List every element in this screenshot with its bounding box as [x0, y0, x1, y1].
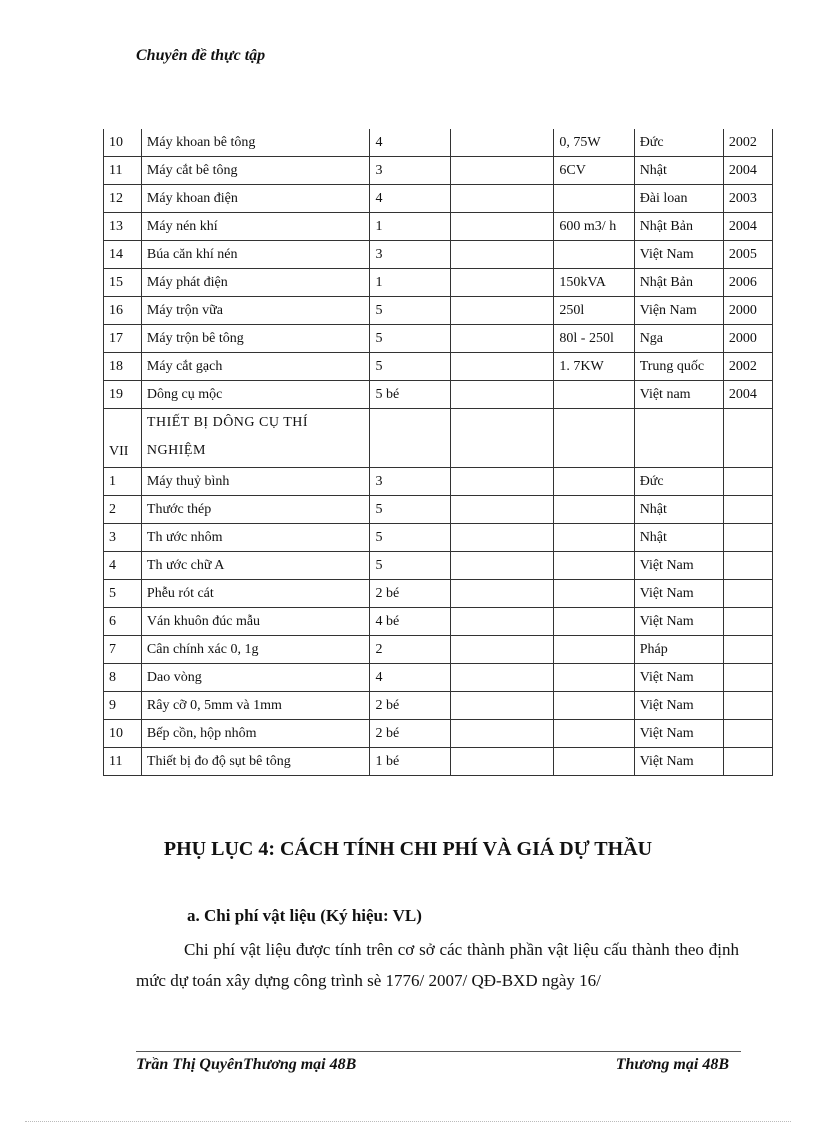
- table-row: [104, 381, 773, 409]
- cell-power: [554, 185, 634, 213]
- cell-name: Th ước chữ A: [141, 552, 370, 580]
- table-row: [104, 185, 773, 213]
- cell-empty: [450, 608, 554, 636]
- cell-no: 11: [104, 748, 142, 776]
- cell-name: Thước thép: [141, 496, 370, 524]
- table-row: [104, 213, 773, 241]
- cell-empty: [450, 692, 554, 720]
- cell-no: 10: [104, 129, 142, 157]
- cell-power: [554, 409, 634, 468]
- cell-year: 2006: [723, 269, 772, 297]
- cell-origin: Đức: [634, 468, 723, 496]
- cell-name: Máy nén khí: [141, 213, 370, 241]
- cell-quantity: 2 bé: [370, 580, 450, 608]
- cell-quantity: 4 bé: [370, 608, 450, 636]
- cell-year: [723, 552, 772, 580]
- cell-origin: Nhật Bản: [634, 269, 723, 297]
- cell-empty: [450, 720, 554, 748]
- cell-no: 13: [104, 213, 142, 241]
- cell-no: 16: [104, 297, 142, 325]
- cell-no: 3: [104, 524, 142, 552]
- cell-year: [723, 636, 772, 664]
- cell-quantity: 4: [370, 664, 450, 692]
- cell-year: 2005: [723, 241, 772, 269]
- table-row: [104, 297, 773, 325]
- cell-empty: [450, 524, 554, 552]
- cell-quantity: 3: [370, 157, 450, 185]
- page-bottom-edge: [25, 1121, 791, 1122]
- cell-quantity: 1: [370, 213, 450, 241]
- cell-quantity: 5: [370, 297, 450, 325]
- table-row: [104, 269, 773, 297]
- table-row: [104, 552, 773, 580]
- cell-year: [723, 664, 772, 692]
- cell-quantity: [370, 409, 450, 468]
- cell-power: [554, 468, 634, 496]
- cell-empty: [450, 325, 554, 353]
- cell-quantity: 1 bé: [370, 748, 450, 776]
- cell-name: Rây cỡ 0, 5mm và 1mm: [141, 692, 370, 720]
- cell-origin: Trung quốc: [634, 353, 723, 381]
- cell-no: 1: [104, 468, 142, 496]
- table-row: [104, 748, 773, 776]
- cell-origin: Viện Nam: [634, 297, 723, 325]
- cell-quantity: 4: [370, 185, 450, 213]
- cell-power: [554, 580, 634, 608]
- body-paragraph: Chi phí vật liệu được tính trên cơ sở các thành phần vật liệu cấu thành theo định mức dự toán xây dựng công trình sè 1776/ 2007/ QĐ-BXD ngày 16/: [136, 940, 739, 990]
- cell-power: 600 m3/ h: [554, 213, 634, 241]
- cell-quantity: 3: [370, 468, 450, 496]
- table-row: [104, 664, 773, 692]
- table-row: [104, 325, 773, 353]
- cell-quantity: 5: [370, 353, 450, 381]
- cell-power: [554, 381, 634, 409]
- cell-power: [554, 241, 634, 269]
- cell-year: 2004: [723, 157, 772, 185]
- cell-origin: Việt Nam: [634, 580, 723, 608]
- table-row: [104, 580, 773, 608]
- cell-origin: Việt Nam: [634, 552, 723, 580]
- cell-power: 1. 7KW: [554, 353, 634, 381]
- cell-origin: Nhật Bản: [634, 213, 723, 241]
- cell-power: [554, 524, 634, 552]
- cell-quantity: 4: [370, 129, 450, 157]
- table-row: [104, 692, 773, 720]
- cell-name: Búa căn khí nén: [141, 241, 370, 269]
- cell-name: Máy phát điện: [141, 269, 370, 297]
- cell-year: [723, 720, 772, 748]
- cell-year: [723, 496, 772, 524]
- cell-year: 2002: [723, 129, 772, 157]
- cell-name: Máy thuỷ bình: [141, 468, 370, 496]
- cell-origin: [634, 409, 723, 468]
- table-row: [104, 241, 773, 269]
- table-row: [104, 636, 773, 664]
- cell-power: [554, 552, 634, 580]
- cell-origin: Việt Nam: [634, 241, 723, 269]
- cell-name: Cân chính xác 0, 1g: [141, 636, 370, 664]
- cell-power: [554, 636, 634, 664]
- cell-quantity: 2: [370, 636, 450, 664]
- cell-empty: [450, 580, 554, 608]
- cell-origin: Việt Nam: [634, 720, 723, 748]
- cell-empty: [450, 409, 554, 468]
- cell-year: 2000: [723, 325, 772, 353]
- equipment-table: [103, 129, 773, 776]
- cell-no: 9: [104, 692, 142, 720]
- cell-name: Máy khoan bê tông: [141, 129, 370, 157]
- cell-year: 2004: [723, 213, 772, 241]
- cell-no: 2: [104, 496, 142, 524]
- cell-quantity: 5: [370, 325, 450, 353]
- cell-origin: Việt Nam: [634, 692, 723, 720]
- table-row: [104, 720, 773, 748]
- footer-author: Trần Thị QuyênThương mại 48B: [136, 1056, 357, 1073]
- cell-no: 18: [104, 353, 142, 381]
- cell-name: Máy cắt gạch: [141, 353, 370, 381]
- cell-quantity: 2 bé: [370, 692, 450, 720]
- cell-name: Máy khoan điện: [141, 185, 370, 213]
- cell-empty: [450, 748, 554, 776]
- cell-power: [554, 720, 634, 748]
- cell-no: 17: [104, 325, 142, 353]
- cell-power: 150kVA: [554, 269, 634, 297]
- cell-quantity: 5: [370, 496, 450, 524]
- cell-origin: Nga: [634, 325, 723, 353]
- cell-no: 6: [104, 608, 142, 636]
- equipment-table-body: [104, 129, 773, 776]
- cell-origin: Nhật: [634, 524, 723, 552]
- table-row: [104, 608, 773, 636]
- cell-power: 250l: [554, 297, 634, 325]
- cell-power: 0, 75W: [554, 129, 634, 157]
- cell-origin: Việt nam: [634, 381, 723, 409]
- cell-name: Thiết bị đo độ sụt bê tông: [141, 748, 370, 776]
- cell-no: 15: [104, 269, 142, 297]
- cell-power: [554, 664, 634, 692]
- cell-year: 2004: [723, 381, 772, 409]
- cell-no: 10: [104, 720, 142, 748]
- cell-quantity: 3: [370, 241, 450, 269]
- cell-no: 19: [104, 381, 142, 409]
- cell-name: Máy trộn bê tông: [141, 325, 370, 353]
- cell-empty: [450, 381, 554, 409]
- footer-divider: [136, 1051, 741, 1052]
- section-subheading: a. Chi phí vật liệu (Ký hiệu: VL): [187, 906, 422, 925]
- cell-power: 80l - 250l: [554, 325, 634, 353]
- table-row: [104, 157, 773, 185]
- cell-year: 2002: [723, 353, 772, 381]
- cell-year: [723, 692, 772, 720]
- cell-no: 14: [104, 241, 142, 269]
- cell-year: [723, 608, 772, 636]
- cell-no: 12: [104, 185, 142, 213]
- cell-power: 6CV: [554, 157, 634, 185]
- cell-empty: [450, 353, 554, 381]
- cell-name: Dao vòng: [141, 664, 370, 692]
- cell-empty: [450, 269, 554, 297]
- cell-origin: Đức: [634, 129, 723, 157]
- cell-no: 5: [104, 580, 142, 608]
- cell-year: 2003: [723, 185, 772, 213]
- cell-origin: Việt Nam: [634, 664, 723, 692]
- cell-year: [723, 524, 772, 552]
- cell-origin: Pháp: [634, 636, 723, 664]
- cell-empty: [450, 552, 554, 580]
- cell-power: [554, 608, 634, 636]
- cell-quantity: 5: [370, 552, 450, 580]
- table-row: [104, 496, 773, 524]
- cell-name: THIẾT BỊ DÔNG CỤ THÍ NGHIỆM: [141, 409, 370, 468]
- table-row: [104, 409, 773, 468]
- cell-name: Bếp cồn, hộp nhôm: [141, 720, 370, 748]
- cell-quantity: 1: [370, 269, 450, 297]
- cell-power: [554, 692, 634, 720]
- cell-empty: [450, 241, 554, 269]
- cell-empty: [450, 129, 554, 157]
- cell-quantity: 5 bé: [370, 381, 450, 409]
- appendix-title: PHỤ LỤC 4: CÁCH TÍNH CHI PHÍ VÀ GIÁ DỰ THẦU: [163, 838, 653, 860]
- cell-name: Ván khuôn đúc mẫu: [141, 608, 370, 636]
- cell-empty: [450, 185, 554, 213]
- cell-year: [723, 580, 772, 608]
- page-header: Chuyên đề thực tập: [136, 47, 266, 64]
- cell-name: Máy trộn vữa: [141, 297, 370, 325]
- cell-power: [554, 748, 634, 776]
- cell-no: 8: [104, 664, 142, 692]
- cell-origin: Việt Nam: [634, 608, 723, 636]
- cell-empty: [450, 468, 554, 496]
- cell-year: [723, 409, 772, 468]
- cell-year: [723, 468, 772, 496]
- cell-name: Dông cụ mộc: [141, 381, 370, 409]
- cell-year: [723, 748, 772, 776]
- cell-empty: [450, 297, 554, 325]
- cell-empty: [450, 496, 554, 524]
- footer-class: Thương mại 48B: [615, 1056, 729, 1073]
- table-row: [104, 468, 773, 496]
- cell-origin: Nhật: [634, 496, 723, 524]
- cell-no: 4: [104, 552, 142, 580]
- table-row: [104, 129, 773, 157]
- cell-empty: [450, 213, 554, 241]
- cell-empty: [450, 636, 554, 664]
- cell-power: [554, 496, 634, 524]
- cell-name: Máy cắt bê tông: [141, 157, 370, 185]
- cell-quantity: 5: [370, 524, 450, 552]
- cell-name: Th ước nhôm: [141, 524, 370, 552]
- cell-no: VII: [104, 409, 142, 468]
- cell-origin: Việt Nam: [634, 748, 723, 776]
- cell-no: 7: [104, 636, 142, 664]
- cell-no: 11: [104, 157, 142, 185]
- cell-quantity: 2 bé: [370, 720, 450, 748]
- cell-year: 2000: [723, 297, 772, 325]
- cell-empty: [450, 157, 554, 185]
- cell-empty: [450, 664, 554, 692]
- cell-name: Phễu rót cát: [141, 580, 370, 608]
- table-row: [104, 353, 773, 381]
- cell-origin: Đài loan: [634, 185, 723, 213]
- cell-origin: Nhật: [634, 157, 723, 185]
- table-row: [104, 524, 773, 552]
